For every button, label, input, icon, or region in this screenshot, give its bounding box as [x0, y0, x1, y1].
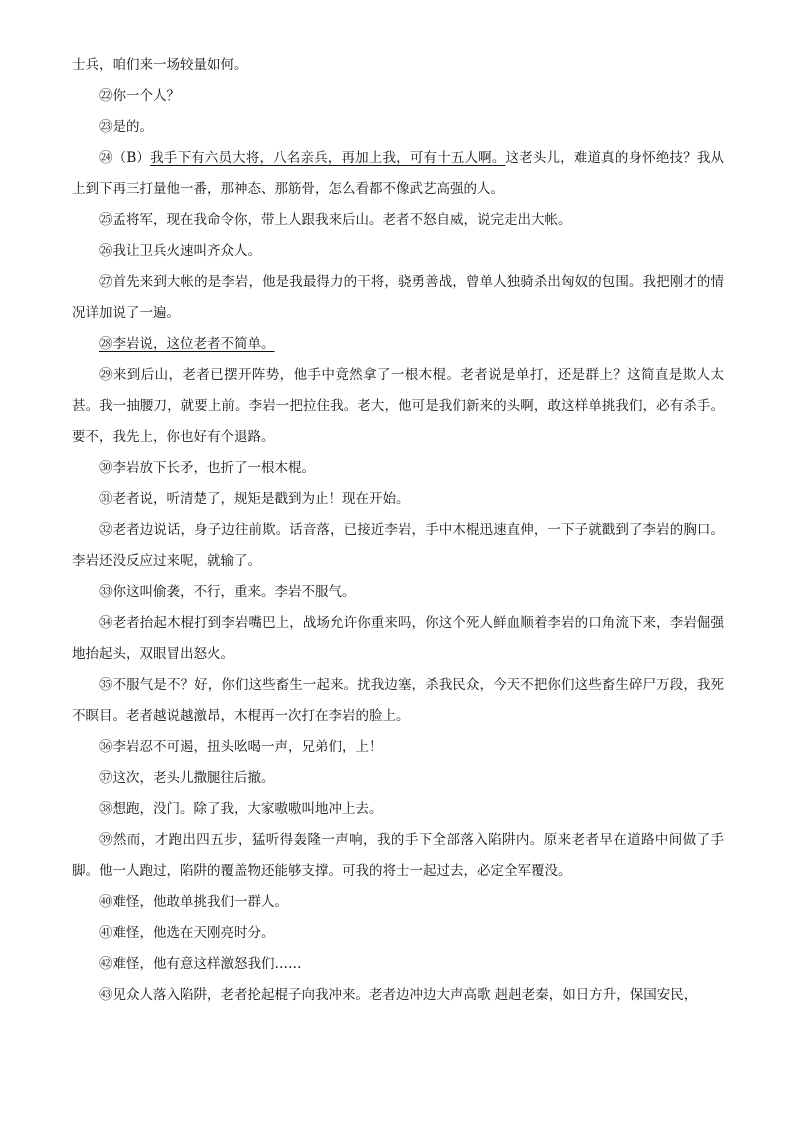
paragraph-28 [72, 329, 724, 360]
paragraph-27: ㉗首先来到大帐的是李岩，他是我最得力的干将，骁勇善战，曾单人独骑杀出匈奴的包围。我把刚才的情况详加说了一遍。 [72, 274, 724, 321]
paragraph-37: ㊲这次，老头儿撒腿往后撤。 [99, 770, 275, 786]
paragraph-43: ㊸见众人落入陷阱，老者抡起棍子向我冲来。老者边冲边大声高歌 赳赳老秦，如日方升，保国安民， [99, 987, 698, 1003]
paragraph-24-rest: 这老头儿，难道真的身怀绝技？我从上到下再三打量他一番，那神态、那筋骨，怎么看都不像武艺高强的人。 [72, 150, 725, 197]
document-body [72, 50, 724, 1011]
paragraph-24-underlined: 我手下有六员大将，八名亲兵，再加上我，可有十五人啊。 [150, 150, 506, 166]
paragraph-22: ㉒你一个人？ [99, 88, 180, 104]
paragraph-33: ㉝你这叫偷袭，不行，重来。李岩不服气。 [99, 584, 356, 600]
paragraph-38: ㊳想跑，没门。除了我，大家嗷嗷叫地冲上去。 [99, 801, 383, 817]
paragraph-31: ㉛老者说，听清楚了，规矩是戳到为止！现在开始。 [99, 491, 410, 507]
paragraph-32: ㉜老者边说话，身子边往前欺。话音落，已接近李岩，手中木棍迅速直伸，一下子就戳到了李岩的胸口。李岩还没反应过来呢，就输了。 [72, 522, 724, 569]
paragraph-24-number: ㉔（B） [99, 150, 151, 166]
paragraph-34: ㉞老者抬起木棍打到李岩嘴巴上，战场允许你重来吗，你这个死人鲜血顺着李岩的口角流下来，李岩倔强地抬起头，双眼冒出怒火。 [72, 615, 724, 662]
paragraph-40: ㊵难怪，他敢单挑我们一群人。 [99, 894, 288, 910]
paragraph-39: ㊴然而，才跑出四五步，猛听得轰隆一声响，我的手下全部落入陷阱内。原来老者早在道路中间做了手脚。他一人跑过，陷阱的覆盖物还能够支撑。可我的将士一起过去，必定全军覆没。 [72, 832, 724, 879]
paragraph-35: ㉟不服气是不？好，你们这些畜生一起来。扰我边塞，杀我民众，今天不把你们这些畜生碎尸万段，我死不瞑目。老者越说越激昂，木棍再一次打在李岩的脸上。 [72, 677, 724, 724]
paragraph-36: ㊱李岩忍不可遏，扭头吆喝一声，兄弟们，上！ [99, 739, 383, 755]
paragraph-25: ㉕孟将军，现在我命令你，带上人跟我来后山。老者不怒自威，说完走出大帐。 [99, 212, 572, 228]
paragraph-24 [72, 143, 724, 205]
paragraph-26: ㉖我让卫兵火速叫齐众人。 [99, 243, 261, 259]
paragraph-30: ㉚李岩放下长矛，也折了一根木棍。 [99, 460, 315, 476]
paragraph-21: 士兵，咱们来一场较量如何。 [72, 57, 248, 73]
paragraph-23: ㉓是的。 [99, 119, 153, 135]
paragraph-29: ㉙来到后山，老者已摆开阵势，他手中竟然拿了一根木棍。老者说是单打，还是群上？这简直是欺人太甚。我一抽腰刀，就要上前。李岩一把拉住我。老大，他可是我们新来的头啊，敢这样单挑我们，必有杀手。要不，我先上，你也好有个退路。 [72, 367, 724, 445]
paragraph-41: ㊶难怪，他选在天刚亮时分。 [99, 925, 275, 941]
paragraph-28-underlined: ㉘李岩说，这位老者不简单。 [99, 336, 275, 352]
paragraph-42: ㊷难怪，他有意这样激怒我们…… [99, 956, 302, 972]
